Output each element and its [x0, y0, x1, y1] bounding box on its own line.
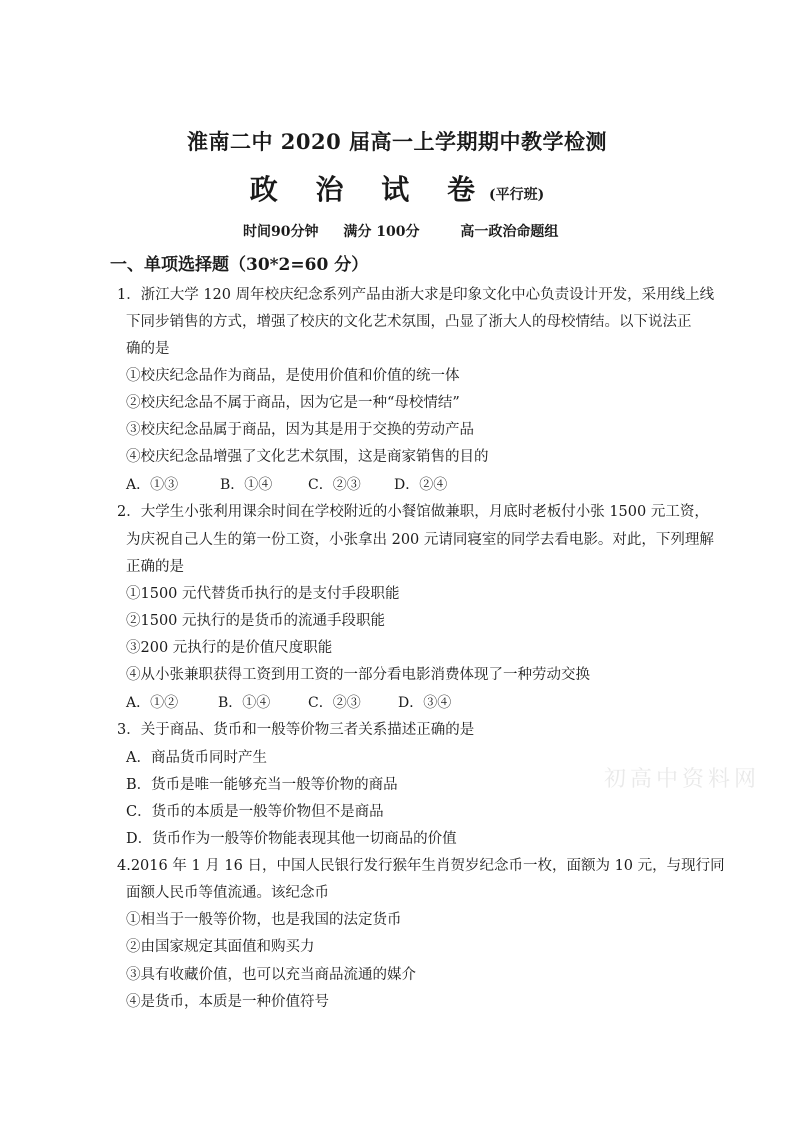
question-1-choice-a: A．①③ [126, 477, 179, 493]
question-2-stem-line-2: 为庆祝自己人生的第一份工资，小张拿出 200 元请同寝室的同学去看电影。对此，下列理解 [126, 532, 714, 548]
question-1-statement-3: ③校庆纪念品属于商品，因为其是用于交换的劳动产品 [126, 422, 474, 438]
question-1-stem-line-3: 确的是 [126, 341, 170, 357]
exam-meta [243, 221, 558, 241]
class-note: (平行班) [489, 187, 545, 203]
question-3-option-c: C．货币的本质是一般等价物但不是商品 [126, 804, 384, 820]
question-3-option-a: A．商品货币同时产生 [126, 750, 267, 766]
question-3-option-b: B．货币是唯一能够充当一般等价物的商品 [126, 777, 398, 793]
exam-score: 满分 100分 [343, 224, 420, 240]
question-2-statement-4: ④从小张兼职获得工资到用工资的一部分看电影消费体现了一种劳动交换 [126, 667, 590, 683]
question-1-choice-c: C．②③ [308, 477, 361, 493]
question-4-stem-line-1: 4.2016 年 1 月 16 日，中国人民银行发行猴年生肖贺岁纪念币一枚，面额为 10 元，与现行同 [117, 858, 725, 874]
question-1-choice-d: D．②④ [394, 477, 448, 493]
question-4-statement-4: ④是货币，本质是一种价值符号 [126, 994, 329, 1010]
question-2-statement-2: ②1500 元执行的是货币的流通手段职能 [126, 613, 386, 629]
question-2-choice-b: B．①④ [218, 695, 271, 711]
exam-title: 淮南二中 2020 届高一上学期期中教学检测 [186, 129, 608, 154]
question-1-choice-b: B．①④ [220, 477, 273, 493]
question-4-statement-3: ③具有收藏价值，也可以充当商品流通的媒介 [126, 967, 416, 983]
question-4-statement-1: ①相当于一般等价物，也是我国的法定货币 [126, 912, 402, 928]
exam-subject-line [0, 168, 794, 208]
exam-author-group: 高一政治命题组 [460, 224, 559, 240]
question-2-stem-line-3: 正确的是 [126, 559, 184, 575]
question-2-choice-c: C．②③ [308, 695, 361, 711]
question-3-stem-line-1: 3．关于商品、货币和一般等价物三者关系描述正确的是 [117, 722, 475, 738]
question-2-statement-3: ③200 元执行的是价值尺度职能 [126, 640, 333, 656]
exam-time: 时间90分钟 [243, 224, 319, 240]
section-heading: 一、单项选择题（30*2=60 分） [110, 255, 369, 275]
exam-subject: 政 治 试 卷 [249, 173, 489, 206]
question-4-stem-line-2: 面额人民币等值流通。该纪念币 [126, 885, 329, 901]
question-2-choice-d: D．③④ [398, 695, 452, 711]
question-1-statement-4: ④校庆纪念品增强了文化艺术氛围，这是商家销售的目的 [126, 449, 489, 465]
question-2-statement-1: ①1500 元代替货币执行的是支付手段职能 [126, 586, 400, 602]
question-1-stem-line-1: 1．浙江大学 120 周年校庆纪念系列产品由浙大求是印象文化中心负责设计开发，采用线上线 [117, 287, 715, 303]
question-3-option-d: D．货币作为一般等价物能表现其他一切商品的价值 [126, 831, 457, 847]
question-2-choice-a: A．①② [126, 695, 179, 711]
question-4-statement-2: ②由国家规定其面值和购买力 [126, 939, 315, 955]
question-1-statement-2: ②校庆纪念品不属于商品，因为它是一种“母校情结” [126, 395, 460, 411]
watermark: 初高中资料网 [604, 767, 761, 792]
question-2-stem-line-1: 2．大学生小张利用课余时间在学校附近的小餐馆做兼职，月底时老板付小张 1500 元工资， [117, 504, 709, 520]
question-1-stem-line-2: 下同步销售的方式，增强了校庆的文化艺术氛围，凸显了浙大人的母校情结。以下说法正 [126, 314, 692, 330]
question-1-statement-1: ①校庆纪念品作为商品，是使用价值和价值的统一体 [126, 368, 460, 384]
